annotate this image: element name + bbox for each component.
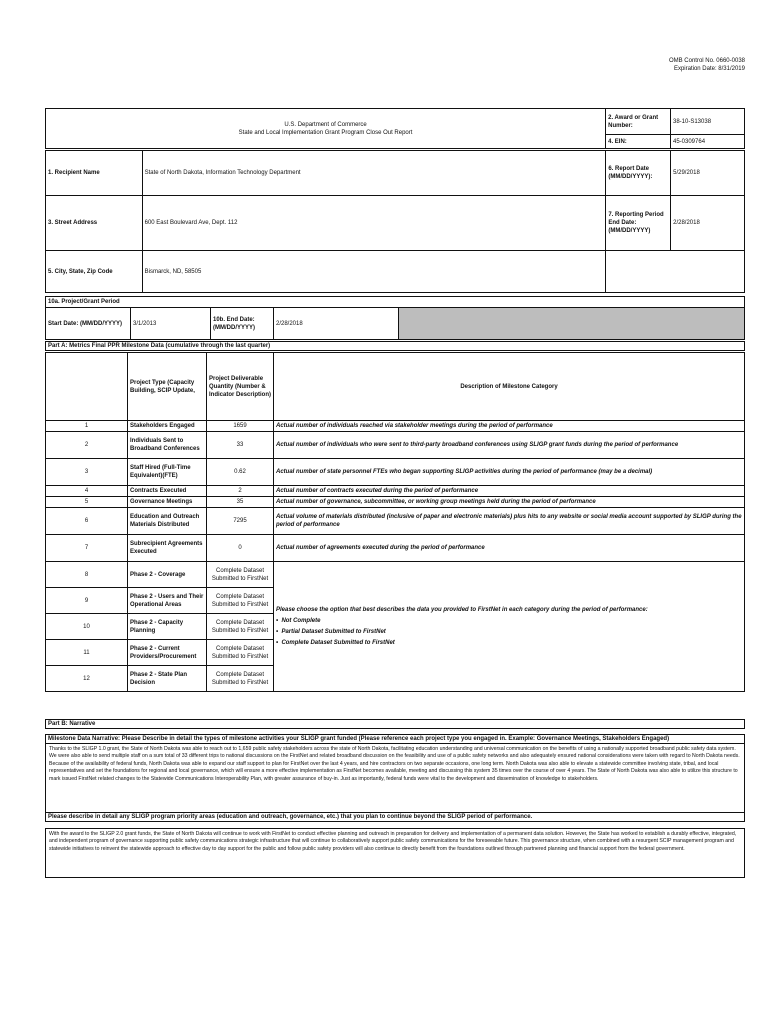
- row-desc: Actual number of individuals reached via stakeholder meetings during the period of performance: [274, 421, 745, 432]
- phase-option: • Complete Dataset Submitted to FirstNet: [276, 640, 395, 646]
- phase-option-text: Complete Dataset Submitted to FirstNet: [281, 640, 395, 646]
- row-type: Education and Outreach Materials Distributed: [128, 508, 207, 535]
- row-type: Staff Hired (Full-Time Equivalent)(FTE): [128, 459, 207, 486]
- omb-expiration: Expiration Date: 8/31/2019: [673, 66, 745, 72]
- recipient-name-label: 1. Recipient Name: [46, 151, 143, 196]
- row-num: 3: [46, 459, 128, 486]
- row-qty: 0: [207, 535, 274, 562]
- row-num: 6: [46, 508, 128, 535]
- period-end-value: 2/28/2018: [671, 196, 745, 251]
- end-date-label: 10b. End Date: (MM/DD/YYYY): [211, 308, 274, 340]
- row-num: 2: [46, 432, 128, 459]
- phase-option: • Not Complete: [276, 618, 321, 624]
- start-date-label: Start Date: (MM/DD/YYYY): [46, 308, 131, 340]
- partB: [45, 719, 745, 878]
- row-desc: Actual number of state personnel FTEs who began supporting SLIGP activities during the period of performance (may be a decimal): [274, 459, 745, 486]
- row-type: Subrecipient Agreements Executed: [128, 535, 207, 562]
- row-qty: 35: [207, 497, 274, 508]
- phase-row-num: 8: [46, 562, 128, 588]
- ein-label: 4. EIN:: [606, 135, 671, 149]
- narrative-question-1: Milestone Data Narrative: Please Describe in detail the types of milestone activities your SLIGP grant funded (Please reference each project type you engaged in. Example: Governance Meetings, Stakeholders Engaged): [45, 734, 745, 743]
- col-num-header: [46, 353, 128, 421]
- col-desc-header: Description of Milestone Category: [274, 353, 745, 421]
- phase-row-num: 11: [46, 640, 128, 666]
- metrics-table: [45, 352, 745, 692]
- phase-row-qty: Complete Dataset Submitted to FirstNet: [207, 666, 274, 692]
- period-end-label: 7. Reporting Period End Date: (MM/DD/YYYY): [606, 196, 671, 251]
- row-desc: Actual number of contracts executed during the period of performance: [274, 486, 745, 497]
- phase-row-type: Phase 2 - Capacity Planning: [128, 614, 207, 640]
- row-num: 5: [46, 497, 128, 508]
- narrative-answer-2: With the award to the SLIGP 2.0 grant funds, the State of North Dakota will continue to work with FirstNet to conduct effective planning and outreach in preparation for delivery and implementation of a permanent data solution. However, the State has worked to establish a durably effective, integrated, and independent program of governance supporting public safety communications strategic infrastructure that will continue to collaboratively support public safety communications for the foreseeable future. This governance structure, when combined with a resurgent SCIP management program and statewide initiatives to reinvent the statewide approach to effective day to day support for the public and follow public safety providers will also continue to directly benefit from the foundations outlined through partnered planning and financial support from the federal government.: [45, 828, 745, 878]
- row-qty: 2: [207, 486, 274, 497]
- award-label: 2. Award or Grant Number:: [606, 109, 671, 135]
- blank-cell: [606, 251, 745, 293]
- row-desc: Actual number of governance, subcommittee, or working group meetings held during the period of performance: [274, 497, 745, 508]
- narrative-question-2: Please describe in detail any SLIGP program priority areas (education and outreach, governance, etc.) that you plan to continue beyond the SLIGP period of performance.: [45, 813, 745, 822]
- phase-option-text: Not Complete: [281, 618, 321, 624]
- phase-row-qty: Complete Dataset Submitted to FirstNet: [207, 562, 274, 588]
- row-type: Contracts Executed: [128, 486, 207, 497]
- row-qty: 1659: [207, 421, 274, 432]
- end-date-value: 2/28/2018: [274, 308, 399, 340]
- report-title: State and Local Implementation Grant Program Close Out Report: [238, 129, 413, 136]
- col-type-header: Project Type (Capacity Building, SCIP Update,: [128, 353, 207, 421]
- street-value: 600 East Boulevard Ave, Dept. 112: [142, 196, 606, 251]
- row-desc: Actual number of agreements executed during the period of performance: [274, 535, 745, 562]
- row-num: 1: [46, 421, 128, 432]
- header-table: [45, 108, 745, 149]
- phase-row-type: Phase 2 - Coverage: [128, 562, 207, 588]
- period-label: 10a. Project/Grant Period: [46, 297, 745, 308]
- award-value: 38-10-S13038: [671, 109, 745, 135]
- partB-title: Part B: Narrative: [45, 719, 745, 729]
- row-qty: 7295: [207, 508, 274, 535]
- row-desc: Actual number of individuals who were sent to third-party broadband conferences using SLIGP grant funds during the period of performance: [274, 432, 745, 459]
- shaded-cell: [399, 308, 745, 340]
- city-label: 5. City, State, Zip Code: [46, 251, 143, 293]
- phase-desc: Please choose the option that best describes the data you provided to FirstNet in each category during the period of performance:: [276, 607, 648, 613]
- omb-info: [650, 57, 745, 73]
- col-qty-header: Project Deliverable Quantity (Number & Indicator Description): [207, 353, 274, 421]
- row-desc: Actual volume of materials distributed (inclusive of paper and electronic materials) plus hits to any website or social media account supported by SLIGP during the period of performance: [274, 508, 745, 535]
- row-type: Individuals Sent to Broadband Conferences: [128, 432, 207, 459]
- report-date-label: 6. Report Date (MM/DD/YYYY):: [606, 151, 671, 196]
- row-qty: 0.62: [207, 459, 274, 486]
- phase-desc-cell: [274, 562, 745, 692]
- partA-title: Part A: Metrics Final PPR Milestone Data (cumulative through the last quarter): [45, 341, 745, 351]
- row-type: Governance Meetings: [128, 497, 207, 508]
- phase-option-text: Partial Dataset Submitted to FirstNet: [281, 629, 386, 635]
- row-num: 4: [46, 486, 128, 497]
- phase-row-qty: Complete Dataset Submitted to FirstNet: [207, 588, 274, 614]
- narrative-answer-1: Thanks to the SLIGP 1.0 grant, the State of North Dakota was able to reach out to 1,659 public safety stakeholders across the state of North Dakota, facilitating education understanding and universal communication on the benefits of using a nationally supported broadband public safety data system. We were also able to send multiple staff on a sum total of 33 different trips to national discussions on the FirstNet and related broadband discussion on the feasibility and use of a public safety networks and also adequately ensured national considerations were taken with regard to North Dakota needs. Because of the availability of federal funds, North Dakota was able to expand our staff support to plan for FirstNet over the last 4 years, and hire contractors on two separate occasions, one long term. North Dakota was also able to elevate a statewide committee involving state, tribal, and local representatives and set the foundations for regional and local governance, which will ensure a more effective implementation as FirstNet becomes available, meeting and discussing this system 35 times over the course of over 4 years. The State of North Dakota was also able to utilize this structure to mark issued FirstNet related changes to the Statewide Communications Interoperability Plan, with greater assurance of buy-in. Just as importantly, federal funds were vital to the development and dissemination of knowledge to stakeholders.: [45, 743, 745, 813]
- street-label: 3. Street Address: [46, 196, 143, 251]
- start-date-value: 3/1/2013: [131, 308, 211, 340]
- row-type: Stakeholders Engaged: [128, 421, 207, 432]
- omb-control: OMB Control No. 0660-0038: [668, 58, 745, 64]
- ein-value: 45-0309764: [671, 135, 745, 149]
- phase-row-type: Phase 2 - Users and Their Operational Areas: [128, 588, 207, 614]
- phase-row-num: 12: [46, 666, 128, 692]
- phase-row-num: 10: [46, 614, 128, 640]
- city-value: Bismarck, ND, 58505: [142, 251, 606, 293]
- recipient-table: [45, 150, 745, 293]
- phase-row-qty: Complete Dataset Submitted to FirstNet: [207, 614, 274, 640]
- phase-row-type: Phase 2 - Current Providers/Procurement: [128, 640, 207, 666]
- row-qty: 33: [207, 432, 274, 459]
- header-title-cell: [46, 109, 606, 149]
- period-table: [45, 296, 745, 340]
- row-num: 7: [46, 535, 128, 562]
- phase-option: • Partial Dataset Submitted to FirstNet: [276, 629, 386, 635]
- dept-name: U.S. Department of Commerce: [284, 121, 367, 128]
- phase-row-qty: Complete Dataset Submitted to FirstNet: [207, 640, 274, 666]
- phase-row-type: Phase 2 - State Plan Decision: [128, 666, 207, 692]
- phase-row-num: 9: [46, 588, 128, 614]
- report-date-value: 5/29/2018: [671, 151, 745, 196]
- recipient-name-value: State of North Dakota, Information Technology Department: [142, 151, 606, 196]
